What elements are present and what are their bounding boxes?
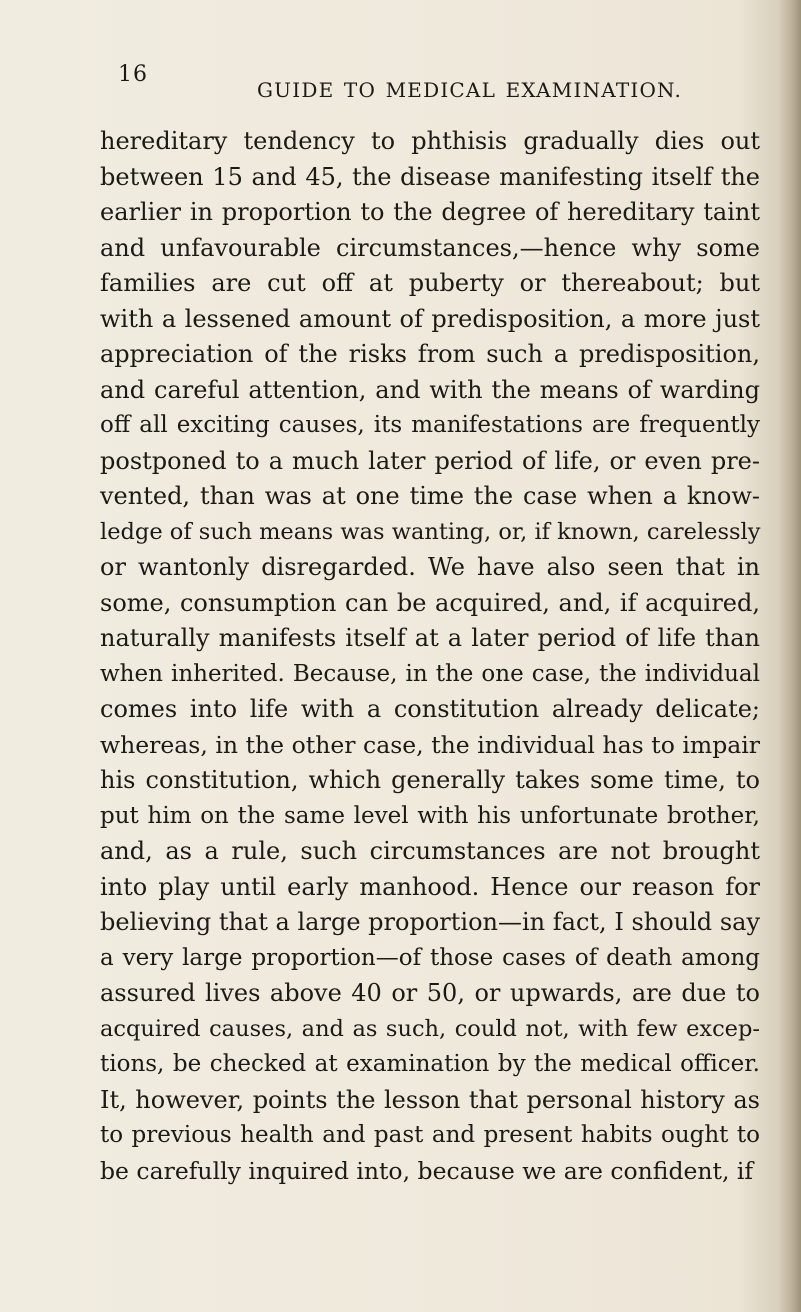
text-line: and careful attention, and with the means of warding [100,375,760,404]
text-line: between 15 and 45, the disease manifesting itself the [100,162,760,191]
text-line: be carefully inquired into, because we are confident, if [100,1156,754,1185]
running-head: GUIDE TO MEDICAL EXAMINATION. [257,78,683,102]
text-line: or wantonly disregarded. We have also seen that in [100,553,760,581]
text-line: to previous health and past and present habits ought to [100,1122,760,1148]
text-line: acquired causes, and as such, could not, with few excep- [100,1015,760,1042]
text-line: and, as a rule, such circumstances are not brought [100,837,760,865]
text-line: It, however, points the lesson that personal history as [100,1085,760,1114]
text-line: when inherited. Because, in the one case, the individual [100,660,760,687]
text-line: earlier in proportion to the degree of hereditary taint [100,198,760,226]
text-line: whereas, in the other case, the individual has to impair [100,730,760,759]
text-line: naturally manifests itself at a later period of life than [100,624,760,652]
text-line: postponed to a much later period of life, or even pre- [100,446,760,475]
text-line: tions, be checked at examination by the medical officer. [100,1051,760,1077]
text-line: comes into life with a constitution already delicate; [100,695,760,723]
text-line: his constitution, which generally takes some time, to [100,766,760,794]
text-line: a very large proportion—of those cases of death among [100,944,760,971]
text-line: families are cut off at puberty or thereabout; but [100,269,760,297]
body-text [100,124,760,1189]
text-line: hereditary tendency to phthisis gradually dies out [100,127,760,155]
text-line: assured lives above 40 or 50, or upwards, are due to [100,979,760,1007]
text-line: vented, than was at one time the case when a know- [100,482,760,510]
text-line: off all exciting causes, its manifestations are frequently [100,412,760,438]
text-line: believing that a large proportion—in fact, I should say [100,908,760,936]
text-line: with a lessened amount of predisposition, a more just [100,304,760,333]
text-line: appreciation of the risks from such a predisposition, [100,340,760,368]
text-line: into play until early manhood. Hence our reason for [100,872,760,901]
text-line: put him on the same level with his unfortunate brother, [100,802,760,829]
text-line: and unfavourable circumstances,—hence why some [100,233,760,262]
page-number: 16 [118,62,148,87]
text-line: ledge of such means was wanting, or, if known, carelessly [100,518,761,545]
page-edge-shadow [779,0,801,1312]
text-line: some, consumption can be acquired, and, if acquired, [100,588,760,617]
